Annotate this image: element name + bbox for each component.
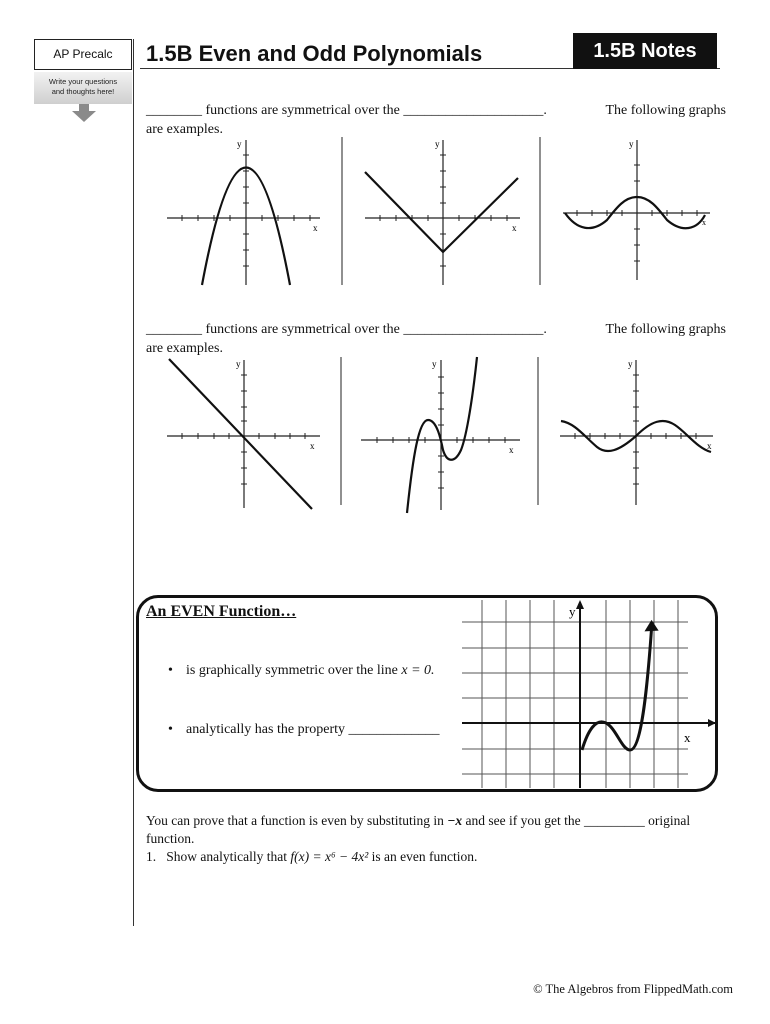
notes-hint-box [34,72,132,104]
section1-examples: are examples. [146,122,223,137]
section2-text [146,320,726,358]
x-axis-label: x [313,223,318,233]
x-axis-label: x [707,441,712,451]
x-axis-label: x [310,441,315,451]
problem-number: 1. [146,849,157,864]
hint-line-1: Write your questions [48,77,118,86]
problem-text-b: is an even function. [368,849,478,864]
graph-line [167,359,320,509]
graph-cubic [361,357,520,513]
y-axis-label: y [629,139,634,149]
x-axis-label: x [684,730,691,745]
x-axis-label: x [512,223,517,233]
y-axis-label: y [569,604,576,619]
proof-math: −x [447,813,463,828]
graph-parabola [167,139,320,285]
bullet1-math: x = 0. [401,663,435,678]
even-bullet-symmetric [168,663,435,679]
graph-sine-wave [560,359,713,505]
y-axis-label: y [435,139,440,149]
course-label: AP Precalc [34,39,132,70]
y-axis-label: y [236,359,241,369]
page-title: 1.5B Even and Odd Polynomials [146,41,483,66]
proof-text-b: and see if you get the _________ original [462,813,691,828]
graph-cosine-wave [563,139,710,280]
problem-math: f(x) = x⁶ − 4x² [290,849,369,864]
section2-fill-in: ________ functions are symmetrical over the ____________________. [146,322,547,337]
even-examples-graphs [145,135,720,295]
section2-following: The following graphs [605,322,726,337]
section1-text [146,101,726,139]
bullet-dot: • [168,663,173,678]
section1-fill-in: ________ functions are symmetrical over the ____________________. [146,103,547,118]
bullet1-text: is graphically symmetric over the line [186,663,402,678]
proof-text-a: You can prove that a function is even by substituting in [146,813,448,828]
x-axis-label: x [509,445,514,455]
y-axis-label: y [237,139,242,149]
bullet2-text: analytically has the property _____________ [186,722,440,737]
notes-badge: 1.5B Notes [573,33,717,69]
even-function-heading: An EVEN Function… [146,603,297,620]
y-axis-label: y [628,359,633,369]
problem-1 [146,848,726,866]
even-function-grid-graph [462,600,718,788]
bullet-dot: • [168,722,173,737]
even-bullet-property [168,722,440,738]
section1-following: The following graphs [605,103,726,118]
copyright-footer: © The Algebros from FlippedMath.com [533,982,733,996]
margin-divider [133,39,134,926]
y-axis-label: y [432,359,437,369]
section2-examples: are examples. [146,341,223,356]
proof-text-c: function. [146,831,195,846]
down-arrow-icon [72,104,96,122]
hint-line-2: and thoughts here! [51,87,115,96]
problem-text-a: Show analytically that [166,849,291,864]
proof-instructions [146,812,726,848]
odd-examples-graphs [145,355,720,515]
graph-absolute-value [365,139,520,285]
x-axis-label: x [702,218,706,227]
